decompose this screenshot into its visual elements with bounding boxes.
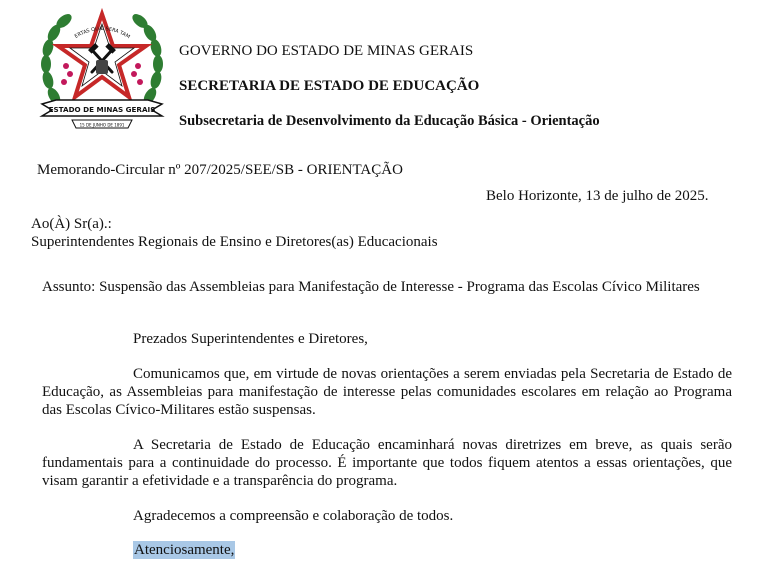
memo-paragraph-1: Comunicamos que, em virtude de novas orientações a serem enviadas pela Secretaria de Estado de Educação, as Assembleias para manifestação de interesse pelas comunidades escolares em relação ao Programa das Escolas Cívico-Militares estão suspensas.	[42, 366, 732, 418]
memo-closing-selected[interactable]: Atenciosamente,	[134, 542, 235, 558]
recipient-value: Superintendentes Regionais de Ensino e Diretores(as) Educacionais	[31, 234, 438, 250]
government-heading: GOVERNO DO ESTADO DE MINAS GERAIS	[179, 43, 474, 59]
secretariat-heading: SECRETARIA DE ESTADO DE EDUCAÇÃO	[179, 78, 480, 94]
memo-paragraph-2: A Secretaria de Estado de Educação encaminhará novas diretrizes em breve, as quais serão fundamentais para a continuidade do processo. É importante que todos fiquem atentos a essas orientações, que visam garantir a efetividade e a transparência do programa.	[42, 437, 732, 489]
memo-number: Memorando-Circular nº 207/2025/SEE/SB - ORIENTAÇÃO	[37, 162, 403, 178]
memo-subject: Assunto: Suspensão das Assembleias para Manifestação de Interesse - Programa das Escolas Cívico Militares	[42, 279, 700, 295]
memo-date: Belo Horizonte, 13 de julho de 2025.	[486, 188, 709, 204]
memo-thanks: Agradecemos a compreensão e colaboração de todos.	[133, 508, 454, 524]
laurel-left	[41, 11, 74, 106]
crest-date: 15 DE JUNHO DE 1891	[79, 122, 125, 128]
laurel-right	[130, 11, 163, 106]
subsecretariat-heading: Subsecretaria de Desenvolvimento da Educação Básica - Orientação	[179, 113, 600, 129]
crest-motto: ERTAS QUÆ SERA TAM	[73, 25, 131, 41]
recipient-label: Ao(À) Sr(a).:	[31, 216, 112, 232]
crest-ribbon-text: ESTADO DE MINAS GERAIS	[48, 105, 156, 114]
memo-greeting: Prezados Superintendentes e Diretores,	[133, 331, 368, 347]
minas-gerais-coat-of-arms	[36, 4, 168, 134]
